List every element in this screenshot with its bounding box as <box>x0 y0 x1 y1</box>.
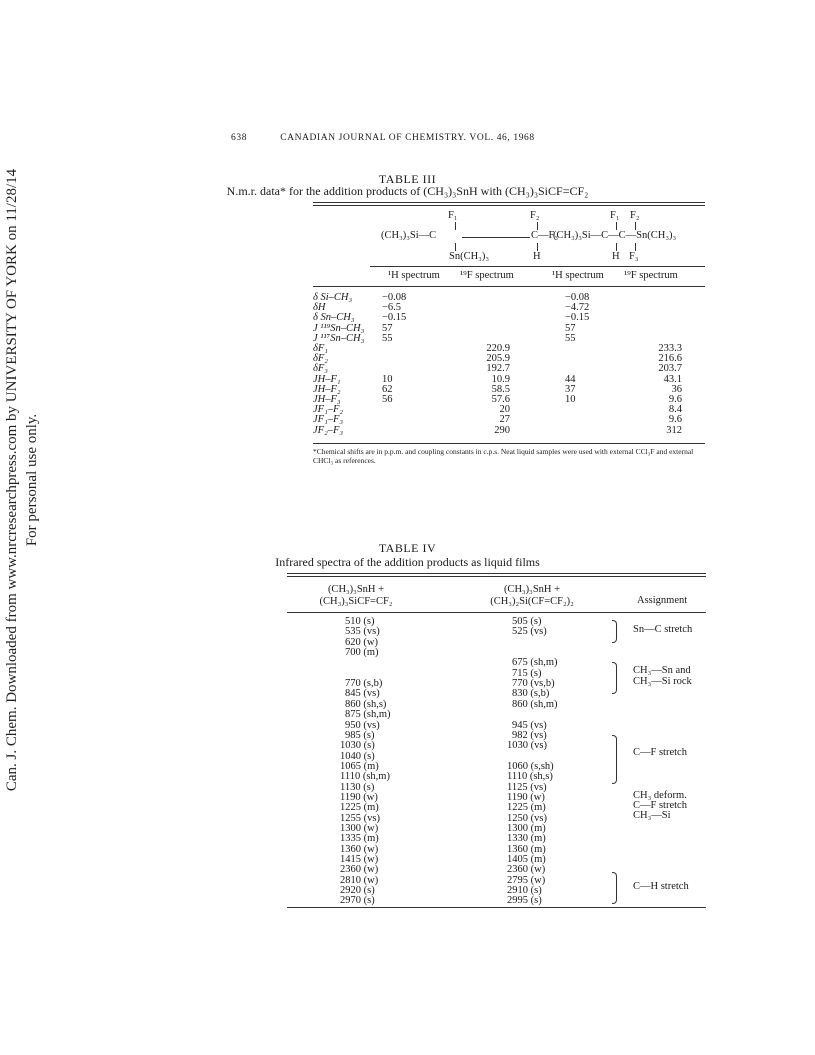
struct2-bond-h <box>616 243 617 251</box>
table4-col1-cell: 1110 (sh,m) <box>340 771 390 783</box>
table3-row-label: JH–F₂ <box>313 383 341 395</box>
table4-col2-cell: 1360 (m) <box>507 843 546 855</box>
struct2-bond-f3 <box>635 243 636 251</box>
table4-col1-cell: 1030 (s) <box>340 740 375 752</box>
table3-row-label: δ Si–CH₃ <box>313 292 353 303</box>
table3-title: TABLE III <box>378 172 437 186</box>
assign-ch3-deform: CH₃ deform. <box>633 790 687 801</box>
table3-row-h2: 44 <box>565 373 576 385</box>
table4-col2-cell: 525 (vs) <box>512 626 547 638</box>
struct1-bond-f2 <box>537 222 538 230</box>
table4-col2-cell: 2360 (w) <box>507 864 546 876</box>
table4-col2-cell: 1125 (vs) <box>507 781 547 793</box>
table3-row-f2: 216.6 <box>658 353 682 365</box>
table4-col1-cell: 950 (vs) <box>345 719 380 731</box>
struct1-f2: F₂ <box>530 210 540 221</box>
table3-row-h2: 37 <box>565 383 576 395</box>
struct1-cc-bond <box>462 237 530 238</box>
table3-row-h1: 56 <box>382 394 393 405</box>
table3-top-rule <box>313 202 705 203</box>
table4-header-col1-line1: (CH₃)₃SnH + <box>327 584 385 595</box>
table4-col1-cell: 620 (w) <box>345 636 378 648</box>
table4-col1-cell: 535 (vs) <box>345 626 380 638</box>
table4-col1-cell: 985 (s) <box>345 729 375 741</box>
download-notice <box>2 130 58 830</box>
table3-row-h2: −4.72 <box>565 302 590 314</box>
table3-row-f2: 203.7 <box>658 363 682 375</box>
table3-row-f1: 58.5 <box>491 383 510 395</box>
struct2-below-left: H <box>612 251 620 262</box>
table3-row-h1: −6.5 <box>382 302 402 314</box>
struct1-below-right: H <box>533 251 541 262</box>
table4-col1-cell: 1190 (w) <box>340 791 378 803</box>
table3-row-h2: 57 <box>565 322 576 334</box>
struct1-f1: F₁ <box>448 210 458 221</box>
table4-col1-cell: 2970 (s) <box>340 895 375 907</box>
assign-sn-c: Sn—C stretch <box>633 624 693 635</box>
struct1-below-left: Sn(CH₃)₃ <box>449 251 489 262</box>
table4-col1-cell: 1130 (s) <box>340 781 375 793</box>
bracket-c-h <box>612 872 617 904</box>
table4-col1-cell: 2920 (s) <box>340 885 375 897</box>
table3-row-f2: 233.3 <box>658 343 682 354</box>
table3-row-f1: 290 <box>494 424 510 436</box>
table3-row-f1: 205.9 <box>486 353 510 365</box>
table4-col1-cell: 875 (sh,m) <box>345 709 391 721</box>
table4-col2-cell: 675 (sh,m) <box>512 657 558 669</box>
table3-row-label: JF₁–F₃ <box>313 414 344 426</box>
table4-col1-cell: 2810 (w) <box>340 874 379 886</box>
table3-bottom-rule <box>313 443 705 444</box>
table3-row-h2: 10 <box>565 394 576 405</box>
download-notice-line1: Can. J. Chem. Downloaded from www.nrcresearchpress.com by UNIVERSITY OF YORK on 11/28/14 <box>4 168 20 792</box>
table4-col1-cell: 1255 (vs) <box>340 812 380 824</box>
table4-col1-cell: 2360 (w) <box>340 864 379 876</box>
table4-col2-cell: 1300 (m) <box>507 823 546 834</box>
table3-row-h1: 55 <box>382 332 393 344</box>
table3-row-f1: 220.9 <box>486 343 510 354</box>
bracket-ch3-rock <box>612 662 617 694</box>
assign-c-f: C—F stretch <box>633 747 687 758</box>
download-notice-line2: For personal use only. <box>24 413 40 547</box>
table3-row-label: δF₁ <box>313 343 328 354</box>
table3-body-rule <box>313 286 705 287</box>
table3-row-label: J ¹¹⁹Sn–CH₃ <box>313 322 365 334</box>
assign-ch3-si-rock: CH₃—Si rock <box>633 676 692 687</box>
table3-row-h1: 10 <box>382 373 393 385</box>
struct1-bond-h <box>537 243 538 251</box>
table4-col2-cell: 1225 (m) <box>507 802 546 814</box>
bracket-sn-c <box>612 620 617 643</box>
table3-row-f2: 312 <box>666 424 682 436</box>
table3-row-label: J ¹¹⁷Sn–CH₃ <box>313 332 365 344</box>
table4-col1-cell: 1335 (m) <box>340 833 379 845</box>
struct2-bond-f1 <box>616 222 617 230</box>
struct1-right: C—F₃ <box>531 230 559 241</box>
table3-header-rule <box>370 266 705 267</box>
table3-footnote: *Chemical shifts are in p.p.m. and coupling constants in c.p.s. Neat liquid samples were used with external CCl₃F and external CHCl₃ as references. <box>313 447 694 465</box>
table3-caption: N.m.r. data* for the addition products of (CH₃)₃SnH with (CH₃)₃SiCF=CF₂ <box>226 184 589 198</box>
table3-row-label: JF₁–F₂ <box>313 404 344 416</box>
table4-col1-cell: 1225 (m) <box>340 802 379 814</box>
table3-row-f2: 9.6 <box>668 414 682 426</box>
struct2-f2: F₂ <box>630 210 640 221</box>
table4-col1-cell: 1415 (w) <box>340 854 379 866</box>
table3-row-f2: 36 <box>671 383 682 395</box>
struct1-bond-f1 <box>455 222 456 230</box>
table3-row-label: JF₂–F₃ <box>313 424 344 436</box>
table4-col2-cell: 945 (vs) <box>512 719 547 731</box>
table3-row-label: δ Sn–CH₃ <box>313 312 355 324</box>
struct2-main: (CH₃)₃Si—C—C—Sn(CH₃)₃ <box>553 230 677 241</box>
table4-col2-cell: 982 (vs) <box>512 729 547 741</box>
table3-row-f1: 27 <box>499 414 510 426</box>
table4-header-col2-line2: (CH₃)₂Si(CF=CF₂)₂ <box>490 596 574 607</box>
table3-header-f1: ¹⁹F spectrum <box>460 270 514 281</box>
struct2-f1: F₁ <box>610 210 620 221</box>
table4-col2-cell: 830 (s,b) <box>512 688 550 700</box>
struct1-bond-sn <box>455 243 456 251</box>
table3-row-h2: −0.08 <box>565 292 590 303</box>
table4-col1-cell: 860 (sh,s) <box>345 698 387 710</box>
table4-top-rule-2 <box>287 576 706 577</box>
table4-col2-cell: 1405 (m) <box>507 854 546 866</box>
bracket-c-f <box>612 735 617 784</box>
table4-col2-cell: 2910 (s) <box>507 885 542 897</box>
table4-bottom-rule <box>287 907 706 908</box>
table4-col2-cell: 1190 (w) <box>507 791 545 803</box>
table3-row-label: JH–F₃ <box>313 394 341 405</box>
table4-header-col2-line1: (CH₃)₃SnH + <box>503 584 561 595</box>
table4-col1-cell: 510 (s) <box>345 616 375 627</box>
table4-header-rule <box>287 612 706 613</box>
table4-col1-cell: 770 (s,b) <box>345 678 383 690</box>
table4-col2-cell: 860 (sh,m) <box>512 698 558 710</box>
table4-col1-cell: 700 (m) <box>345 647 379 659</box>
table3-header-h1: ¹H spectrum <box>388 270 440 281</box>
table4-col2-cell: 715 (s) <box>512 667 542 679</box>
journal-title: CANADIAN JOURNAL OF CHEMISTRY. VOL. 46, 1968 <box>280 133 535 143</box>
table4-col2-cell: 770 (vs,b) <box>512 678 555 690</box>
table3-row-h1: 62 <box>382 383 393 395</box>
table3-row-f1: 10.9 <box>491 373 510 385</box>
table4-col2-cell: 1330 (m) <box>507 833 546 845</box>
struct2-bond-f2 <box>635 222 636 230</box>
table4-col2-cell: 1110 (sh,s) <box>507 771 553 783</box>
assign-c-f2: C—F stretch <box>633 800 687 811</box>
table4-col1-cell: 845 (vs) <box>345 688 380 700</box>
table4-col2-cell: 1030 (vs) <box>507 740 547 752</box>
table3-top-rule-2 <box>313 205 705 206</box>
table3-row-label: δH <box>313 302 326 314</box>
assign-ch3-si: CH₃—Si <box>633 810 671 821</box>
table3-row-f1: 192.7 <box>486 363 510 375</box>
table3-row-label: δF₃ <box>313 363 328 375</box>
table3-row-f2: 8.4 <box>668 404 682 416</box>
table3-header-h2: ¹H spectrum <box>552 270 604 281</box>
table3-row-label: δF₂ <box>313 353 328 365</box>
struct1-left: (CH₃)₃Si—C <box>381 230 437 241</box>
struct2-below-right: F₃ <box>629 251 639 262</box>
table3-row-f1: 20 <box>499 404 510 416</box>
table4-col1-cell: 1360 (w) <box>340 843 379 855</box>
table3-row-h1: −0.08 <box>382 292 407 303</box>
table4-title: TABLE IV <box>378 541 437 555</box>
table3-row-f1: 57.6 <box>491 394 510 405</box>
table4-col1-cell: 1040 (s) <box>340 750 375 762</box>
table3-row-h1: 57 <box>382 322 393 334</box>
table4-col1-cell: 1065 (m) <box>340 760 379 772</box>
table3-row-h2: −0.15 <box>565 312 590 324</box>
table3-header-f2: ¹⁹F spectrum <box>624 270 678 281</box>
table4-col2-cell: 2995 (s) <box>507 895 542 907</box>
table3-row-f2: 9.6 <box>668 394 682 405</box>
table4-header-col1-line2: (CH₃)₃SiCF=CF₂ <box>319 596 393 607</box>
table3-row-h2: 55 <box>565 332 576 344</box>
table4-caption: Infrared spectra of the addition products as liquid films <box>275 555 540 569</box>
page-number: 638 <box>231 133 248 143</box>
table3-row-label: JH–F₁ <box>313 373 341 385</box>
table4-header-assignment: Assignment <box>637 595 688 606</box>
table3-row-f2: 43.1 <box>663 373 682 385</box>
table4-col2-cell: 505 (s) <box>512 616 542 627</box>
table4-col2-cell: 1060 (s,sh) <box>507 760 554 772</box>
table4-col2-cell: 1250 (vs) <box>507 812 547 824</box>
assign-ch3-sn: CH₃—Sn and <box>633 665 691 676</box>
assign-c-h: C—H stretch <box>633 881 689 892</box>
table3-row-h1: −0.15 <box>382 312 407 324</box>
table4-col2-cell: 2795 (w) <box>507 874 546 886</box>
table4-col1-cell: 1300 (w) <box>340 823 379 834</box>
table4-top-rule <box>287 573 706 574</box>
